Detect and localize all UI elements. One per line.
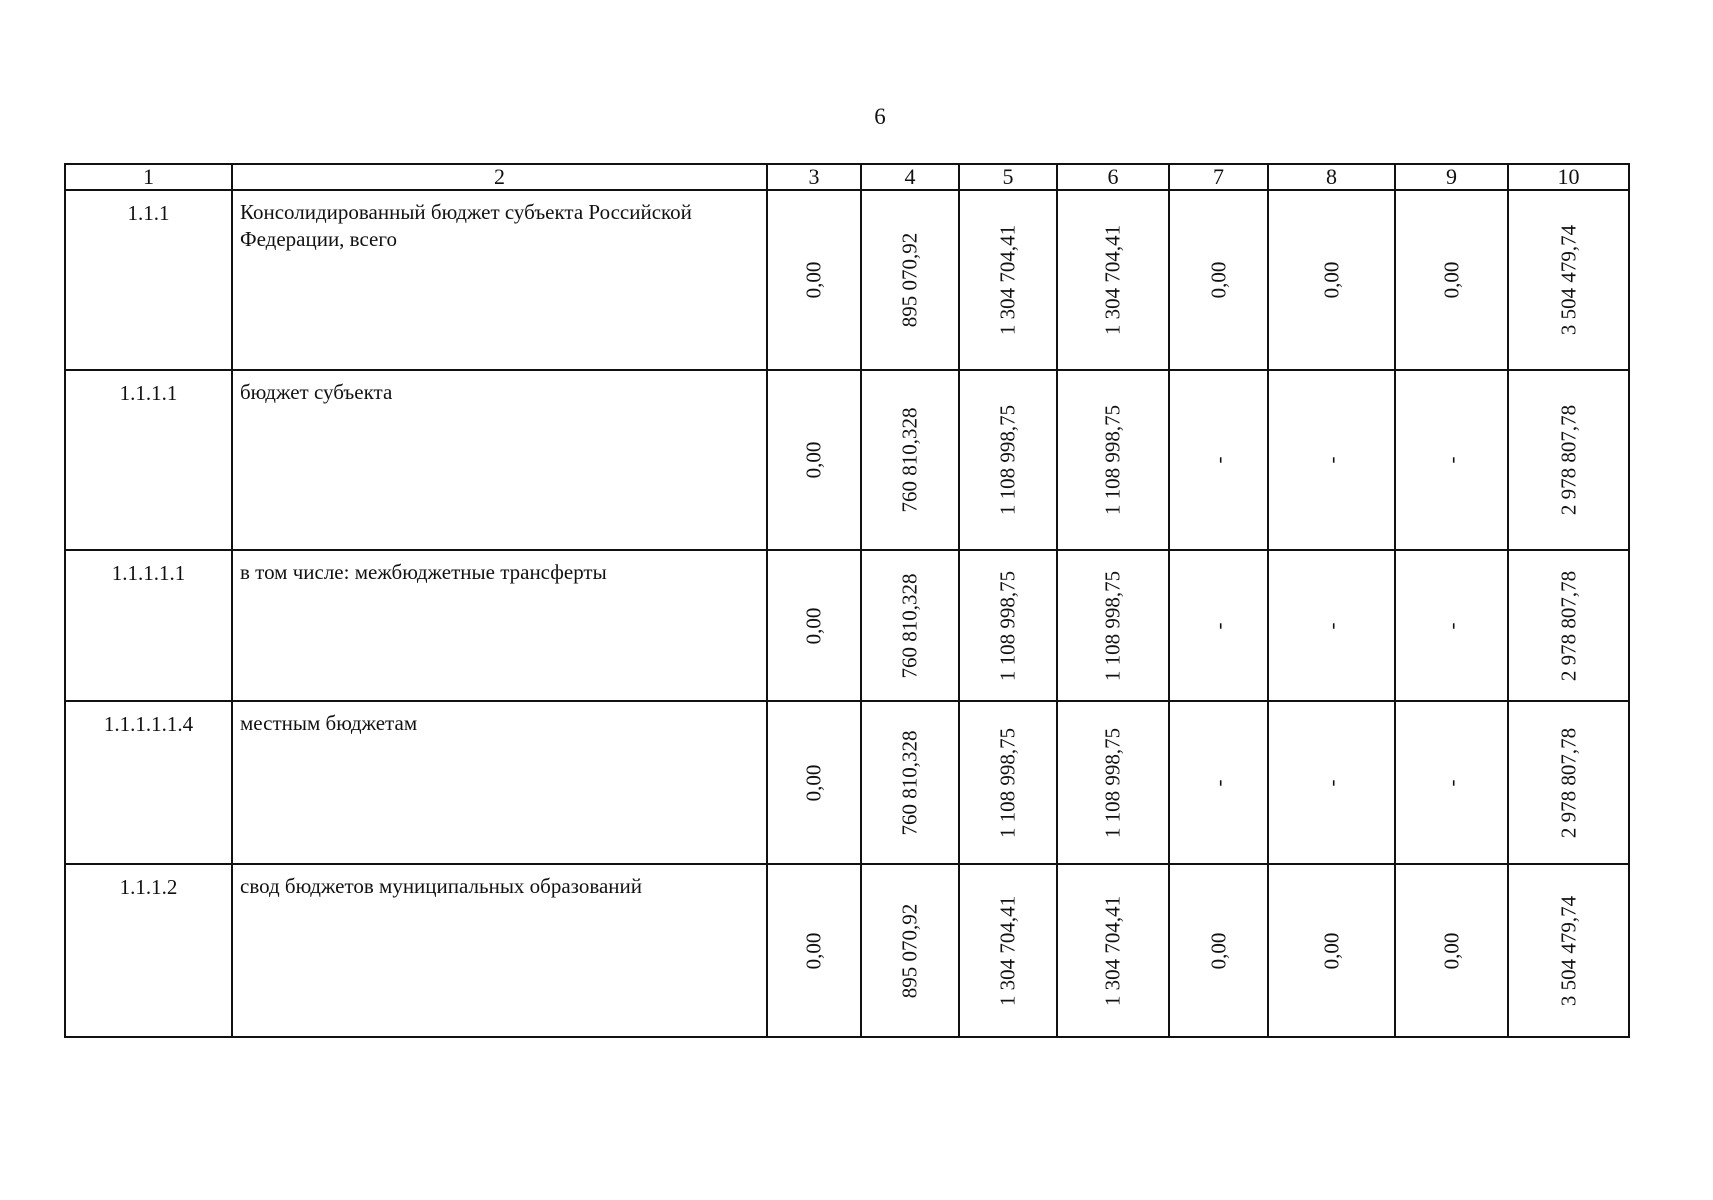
value-cell <box>959 864 1057 1037</box>
value-text: 760 810,328 <box>897 407 922 513</box>
row-name: свод бюджетов муниципальных образований <box>232 864 767 1037</box>
value-text: 0,00 <box>801 261 826 299</box>
value-cell <box>1395 701 1508 864</box>
value-text: 1 108 998,75 <box>1100 727 1125 838</box>
value-cell <box>1268 701 1395 864</box>
value-cell <box>1268 190 1395 370</box>
row-code: 1.1.1.1.1 <box>65 550 232 701</box>
value-text: - <box>1439 622 1463 629</box>
value-text: - <box>1439 456 1463 464</box>
value-text: 0,00 <box>801 441 826 479</box>
value-text: 1 304 704,41 <box>995 895 1020 1006</box>
column-header-10: 10 <box>1508 164 1629 190</box>
value-text: 760 810,328 <box>897 730 922 835</box>
value-cell <box>1057 701 1169 864</box>
value-cell <box>1169 370 1268 550</box>
value-cell <box>767 190 861 370</box>
value-text: 2 978 807,78 <box>1556 570 1580 681</box>
table-row <box>65 701 1629 864</box>
value-cell <box>1268 550 1395 701</box>
value-text: 1 108 998,75 <box>1100 570 1125 681</box>
column-header-6: 6 <box>1057 164 1169 190</box>
value-text: 1 304 704,41 <box>1100 224 1125 336</box>
value-text: 1 108 998,75 <box>995 570 1020 681</box>
value-cell <box>767 550 861 701</box>
row-name: Консолидированный бюджет субъекта Российской Федерации, всего <box>232 190 767 370</box>
value-text: 2 978 807,78 <box>1556 404 1580 516</box>
value-text: 0,00 <box>801 764 826 801</box>
value-text: 895 070,92 <box>897 232 922 328</box>
value-text: 760 810,328 <box>897 573 922 678</box>
value-cell <box>959 701 1057 864</box>
header-row <box>65 164 1629 190</box>
column-header-3: 3 <box>767 164 861 190</box>
value-cell <box>861 370 959 550</box>
value-text: 0,00 <box>1206 932 1230 969</box>
value-cell <box>861 190 959 370</box>
column-header-7: 7 <box>1169 164 1268 190</box>
value-cell <box>1395 864 1508 1037</box>
table-row <box>65 864 1629 1037</box>
row-code: 1.1.1.2 <box>65 864 232 1037</box>
value-cell <box>1057 864 1169 1037</box>
value-text: 1 108 998,75 <box>995 727 1020 838</box>
column-header-4: 4 <box>861 164 959 190</box>
value-cell <box>861 550 959 701</box>
value-text: - <box>1319 456 1343 464</box>
value-text: - <box>1439 779 1463 786</box>
value-cell <box>1268 864 1395 1037</box>
value-cell <box>1508 864 1629 1037</box>
value-text: - <box>1206 779 1230 786</box>
value-cell <box>959 550 1057 701</box>
value-cell <box>1508 190 1629 370</box>
value-cell <box>1057 550 1169 701</box>
column-header-1: 1 <box>65 164 232 190</box>
value-cell <box>1169 550 1268 701</box>
row-name: бюджет субъекта <box>232 370 767 550</box>
value-cell <box>1508 701 1629 864</box>
row-code: 1.1.1.1 <box>65 370 232 550</box>
value-text: 0,00 <box>1439 932 1463 969</box>
column-header-9: 9 <box>1395 164 1508 190</box>
value-cell <box>767 701 861 864</box>
value-text: - <box>1319 779 1343 786</box>
value-text: 1 304 704,41 <box>995 224 1020 336</box>
value-text: 0,00 <box>1206 261 1230 299</box>
value-text: 0,00 <box>1439 261 1463 299</box>
value-text: 2 978 807,78 <box>1556 727 1580 838</box>
row-code: 1.1.1.1.1.4 <box>65 701 232 864</box>
value-cell <box>959 370 1057 550</box>
column-header-2: 2 <box>232 164 767 190</box>
value-text: 0,00 <box>801 607 826 644</box>
value-text: 0,00 <box>801 932 826 969</box>
value-cell <box>1508 370 1629 550</box>
value-text: - <box>1206 622 1230 629</box>
value-text: 0,00 <box>1319 932 1343 969</box>
value-cell <box>1268 370 1395 550</box>
row-name: местным бюджетам <box>232 701 767 864</box>
value-cell <box>959 190 1057 370</box>
value-text: 1 304 704,41 <box>1100 895 1125 1006</box>
value-cell <box>1169 864 1268 1037</box>
page-number: 6 <box>874 104 886 129</box>
value-text: 895 070,92 <box>897 903 922 998</box>
value-text: 1 108 998,75 <box>995 404 1020 516</box>
value-cell <box>1395 550 1508 701</box>
table-row <box>65 190 1629 370</box>
value-cell <box>767 864 861 1037</box>
value-cell <box>1169 701 1268 864</box>
value-cell <box>1508 550 1629 701</box>
column-header-8: 8 <box>1268 164 1395 190</box>
value-text: - <box>1206 456 1230 464</box>
value-cell <box>861 864 959 1037</box>
value-cell <box>1057 370 1169 550</box>
row-code: 1.1.1 <box>65 190 232 370</box>
value-cell <box>861 701 959 864</box>
value-cell <box>1395 190 1508 370</box>
value-text: 3 504 479,74 <box>1556 895 1580 1006</box>
value-text: 0,00 <box>1319 261 1343 299</box>
value-cell <box>767 370 861 550</box>
column-header-5: 5 <box>959 164 1057 190</box>
value-cell <box>1057 190 1169 370</box>
value-text: 1 108 998,75 <box>1100 404 1125 516</box>
value-text: 3 504 479,74 <box>1556 224 1580 336</box>
table-row <box>65 370 1629 550</box>
value-text: - <box>1319 622 1343 629</box>
value-cell <box>1169 190 1268 370</box>
value-cell <box>1395 370 1508 550</box>
table-row <box>65 550 1629 701</box>
budget-table <box>64 163 1630 1038</box>
row-name: в том числе: межбюджетные трансферты <box>232 550 767 701</box>
